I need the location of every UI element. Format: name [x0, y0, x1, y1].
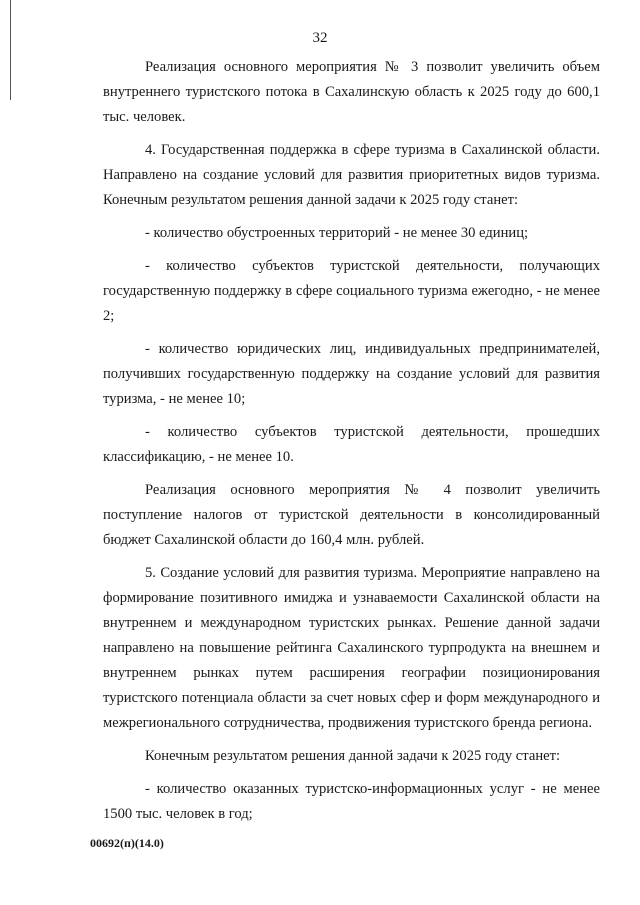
list-item-social-tourism-subjects: - количество субъектов туристской деятельности, получающих государственную поддержку в сфере социального туризма ежегодно, - не менее 2; [103, 258, 600, 324]
page-number: 32 [312, 30, 328, 46]
paragraph-measure-3-result: Реализация основного мероприятия № 3 позволит увеличить объем внутреннего туристского потока в Сахалинскую область к 2025 году до 600,1 тыс. человек. [103, 59, 600, 125]
paragraph-measure-4-result: Реализация основного мероприятия № 4 позволит увеличить поступление налогов от туристской деятельности в консолидированный бюджет Сахалинской области до 160,4 млн. рублей. [103, 482, 600, 548]
paragraph-task-5-result-intro: Конечным результатом решения данной задачи к 2025 году станет: [145, 748, 561, 764]
list-item-legal-entities: - количество юридических лиц, индивидуальных предпринимателей, получивших государственную поддержку на создание условий для развития туризма, - не менее 10; [103, 341, 600, 407]
margin-scan-line [10, 0, 11, 100]
paragraph-task-5-heading: 5. Создание условий для развития туризма. Мероприятие направлено на формирование позитивного имиджа и узнаваемости Сахалинской области на внутреннем и международном туристских рынках. Решение данной задачи направлено на повышение рейтинга Сахалинского турпродукта на внешнем и внутреннем рынках путем расширения географии позиционирования туристского потенциала области за счет новых сфер и форм международного и межрегионального сотрудничества, продвижения туристского бренда региона. [103, 565, 600, 731]
document-body [103, 55, 600, 835]
list-item-info-services: - количество оказанных туристско-информационных услуг - не менее 1500 тыс. человек в год; [103, 781, 600, 822]
list-item-territories: - количество обустроенных территорий - не менее 30 единиц; [145, 225, 529, 241]
paragraph-task-4-heading: 4. Государственная поддержка в сфере туризма в Сахалинской области. Направлено на создание условий для развития приоритетных видов туризма. Конечным результатом решения данной задачи к 2025 году станет: [103, 142, 600, 208]
list-item-classification: - количество субъектов туристской деятельности, прошедших классификацию, - не менее 10. [103, 424, 600, 465]
document-code: 00692(п)(14.0) [90, 836, 164, 850]
